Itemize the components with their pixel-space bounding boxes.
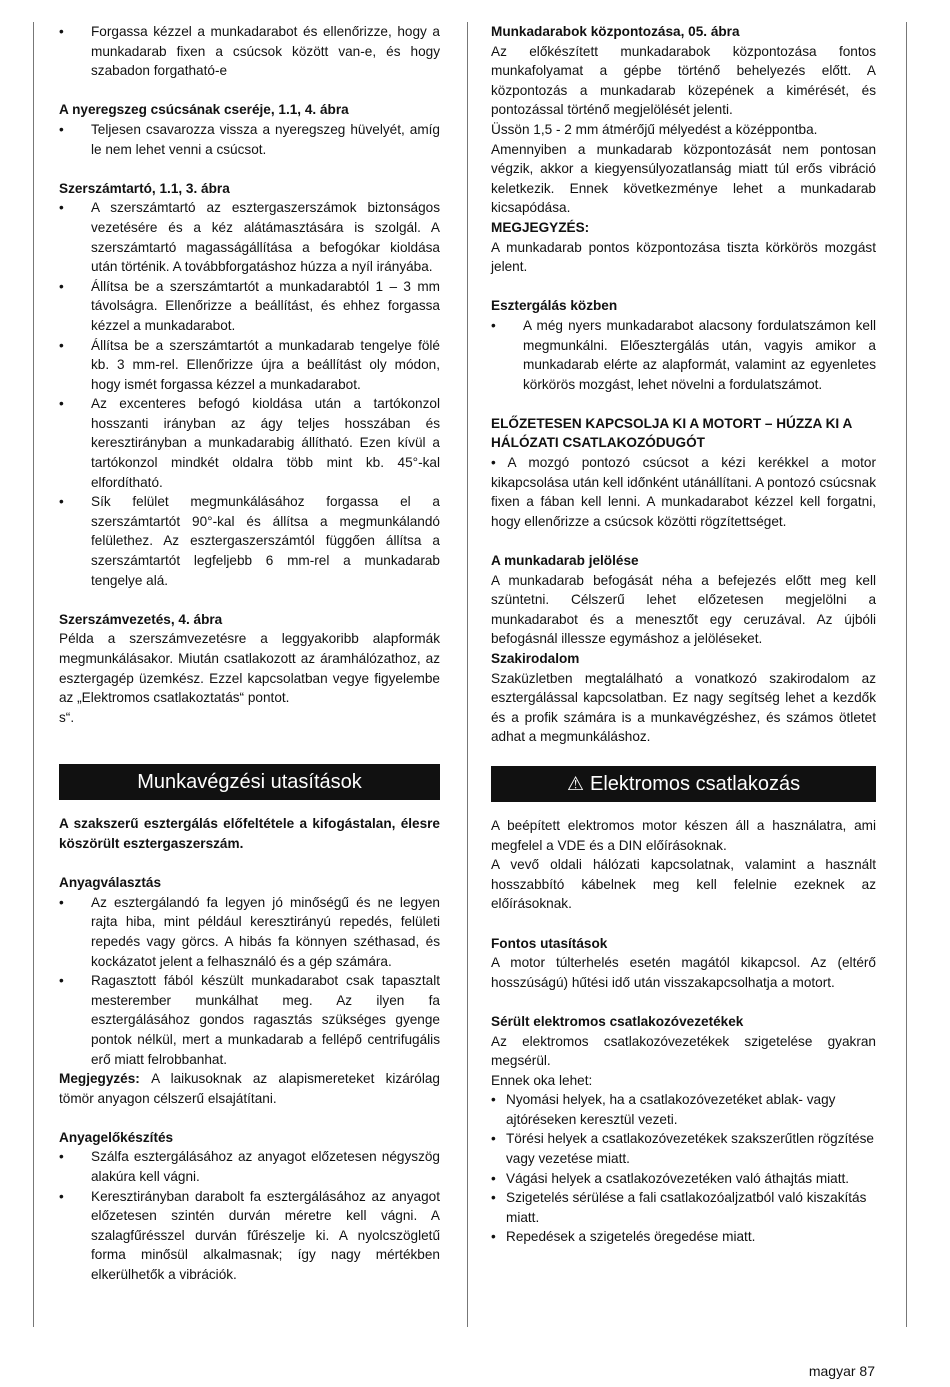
list-item: • Az esztergálandó fa legyen jó minőségű és ne legyen rajta hiba, mint például keresztirányú repedés, felületi repedés vagy görcs. A hibás fa könnyen széthasad, és kockázatot jelent a felhasználó és a gép számára. bbox=[59, 893, 440, 971]
list-item: • Nyomási helyek, ha a csatlakozóvezetéket ablak- vagy ajtóréseken keresztül vezeti. bbox=[491, 1090, 876, 1129]
work-intro: A szakszerű esztergálás előfeltétele a kifogástalan, élesre köszörült esztergaszerszám. bbox=[59, 816, 440, 851]
list-item: • Ragasztott fából készült munkadarabot csak tapasztalt mesterember munkálhat meg. Az ilyen fa esztergálásához gondos ragasztás szükséges gyenge pontok nélkül, mert a munkadarab a fellépő centrifugális erő miatt felrobbanhat. bbox=[59, 971, 440, 1069]
list-item: • Forgassa kézzel a munkadarabot és ellenőrizze, hogy a munkadarab fixen a csúcsok között van-e, és hogy szabadon forgatható-e bbox=[59, 22, 440, 81]
list-item: • A szerszámtartó az esztergaszerszámok biztonságos vezetésére és a kéz alátámasztására is szolgál. A szerszámtartó magasságállítása a befogókar kioldása után történik. A továbbforgatáshoz húzza a nyíl irányába. bbox=[59, 198, 440, 276]
centering-note-text: A munkadarab pontos központozása tiszta körkörös mozgást jelent. bbox=[491, 239, 876, 275]
tool-guide-tail: s“. bbox=[59, 709, 75, 725]
turning-heading: Esztergálás közben bbox=[491, 298, 618, 314]
right-column bbox=[467, 22, 907, 1327]
list-item: • Törési helyek a csatlakozóvezetékek szakszerűtlen rögzítése vagy vezetése miatt. bbox=[491, 1129, 876, 1168]
tool-guide-text: Példa a szerszámvezetésre a leggyakoribb alapformák megmunkálásakor. Miután csatlakozott az áramhálózathoz, az esztergagép üzemkész. Ezzel kapcsolatban vegye figyelembe az „Elektromos csatlakoztatás“ pontot. bbox=[59, 631, 440, 706]
list-item: • Szigetelés sérülése a fali csatlakozóaljzatból való kiszakítás miatt. bbox=[491, 1188, 876, 1227]
list-item: • Az excenteres befogó kioldása után a tartókonzol hosszanti irányban az ágy teljes hosszában és keresztirányban a munkadarabig állítható. Ezen kívül a tartókonzol mindkét oldalra több mint kb. 45°-kal elfordítható. bbox=[59, 394, 440, 492]
tool-guide-heading: Szerszámvezetés, 4. ábra bbox=[59, 611, 223, 627]
material-heading: Anyagválasztás bbox=[59, 875, 162, 891]
centering-text-2: Üssön 1,5 - 2 mm átmérőjű mélyedést a középpontba. bbox=[491, 121, 818, 137]
centering-text-1: Az előkészített munkadarabok központozása fontos munkafolyamat a gépbe történő behelyezés előtt. A központozás a munkadarab közepének a kimérését, és pontozással történő megjelölését jelenti. bbox=[491, 43, 876, 118]
warning-text: • A mozgó pontozó csúcsot a kézi kerékkel a motor kikapcsolása után kell időnként utánállítani. A pontozó csúcsnak fixen a fában kell lenni. A munkadarabot kézzel kell forgatni, hogy ellenőrizze a csúcsok közötti rögzítettséget. bbox=[491, 455, 876, 529]
list-item: • Keresztirányban darabolt fa esztergálásához az anyagot előzetesen szintén durván méretre kell vágni. A szalagfűrésszel durván fűrészelje ki. A nyolcszögletű forma minősül alkalmasnak; így nagy mértékben elkerülhetők a vibrációk. bbox=[59, 1187, 440, 1285]
list-item: • Vágási helyek a csatlakozóvezetéken való áthajtás miatt. bbox=[491, 1169, 876, 1189]
list-item: • Állítsa be a szerszámtartót a munkadarabtól 1 – 3 mm távolságra. Ellenőrizze a beállítást, és ehhez forgassa kézzel a munkadarabot. bbox=[59, 277, 440, 336]
list-item: • Teljesen csavarozza vissza a nyeregszeg hüvelyét, amíg le nem lehet venni a csúcsot. bbox=[59, 120, 440, 159]
list-item: • Állítsa be a szerszámtartót a munkadarab tengelye fölé kb. 3 mm-rel. Ellenőrizze újra a beállítást oly módon, hogy ismét forgassa kézzel a munkadarabot. bbox=[59, 336, 440, 395]
list-item: • Repedések a szigetelés öregedése miatt. bbox=[491, 1227, 876, 1247]
banner-label: Elektromos csatlakozás bbox=[589, 772, 801, 795]
work-instructions-banner: Munkavégzési utasítások bbox=[59, 764, 440, 800]
marking-heading: A munkadarab jelölése bbox=[491, 553, 639, 569]
electric-connection-banner bbox=[491, 766, 876, 802]
material-note bbox=[59, 1069, 440, 1108]
damaged-text-2: Ennek oka lehet: bbox=[491, 1072, 593, 1088]
literature-heading: Szakirodalom bbox=[491, 651, 580, 666]
tool-holder-bullets bbox=[59, 198, 440, 590]
list-item: • Szálfa esztergálásához az anyagot előzetesen négyszög alakúra kell vágni. bbox=[59, 1147, 440, 1186]
note-text: A laikusoknak az alapismereteket kizárólag tömör anyagon célszerű elsajátítani. bbox=[59, 1071, 440, 1106]
important-text: A motor túlterhelés esetén magától kikapcsol. Az (eltérő hosszúságú) hűtési idő után visszakapcsolhatja a motort. bbox=[491, 955, 876, 990]
warning-heading: ELŐZETESEN KAPCSOLJA KI A MOTORT – HÚZZA KI A HÁLÓZATI CSATLAKOZÓDUGÓT bbox=[491, 415, 852, 451]
literature-text: Szaküzletben megtalálható a vonatkozó szakirodalom az esztergálással kapcsolatban. Ez nagy segítség lehet a kezdők és a profik számára is a munkavégzéshez, és számos ötletet adhat a megmunkáláshoz. bbox=[491, 670, 876, 745]
centering-note-label: MEGJEGYZÉS: bbox=[491, 219, 590, 235]
turning-bullets bbox=[491, 316, 876, 394]
material-bullets bbox=[59, 893, 440, 1069]
prep-heading: Anyagelőkészítés bbox=[59, 1129, 174, 1145]
list-item: • A még nyers munkadarabot alacsony fordulatszámon kell megmunkálni. Előesztergálás után, vagyis amikor a munkadarab elérte az alapformát, valamint az egyenletes körkörös mozgást, lehet növelni a fordulatszámot. bbox=[491, 316, 876, 394]
page-number: magyar 87 bbox=[808, 1363, 875, 1379]
electric-text-1: A beépített elektromos motor készen áll a használatra, ami megfelel a VDE és a DIN előírásoknak. bbox=[491, 817, 876, 853]
warning-icon: ⚠ bbox=[566, 773, 584, 795]
centering-heading: Munkadarabok központozása, 05. ábra bbox=[491, 24, 740, 39]
damaged-bullets bbox=[491, 1090, 876, 1247]
note-label: Megjegyzés: bbox=[59, 1071, 140, 1087]
electric-text-2: A vevő oldali hálózati kapcsolatnak, valamint a használt hosszabbító kábelnek meg kell felelnie ezeknek az előírásoknak. bbox=[491, 857, 876, 912]
damaged-heading: Sérült elektromos csatlakozóvezetékek bbox=[491, 1013, 744, 1029]
damaged-text-1: Az elektromos csatlakozóvezetékek szigetelése gyakran megsérül. bbox=[491, 1033, 876, 1069]
tailstock-bullets bbox=[59, 120, 440, 159]
important-heading: Fontos utasítások bbox=[491, 935, 608, 951]
left-column bbox=[33, 22, 468, 1327]
tool-holder-heading: Szerszámtartó, 1.1, 3. ábra bbox=[59, 180, 230, 196]
prep-bullets bbox=[59, 1147, 440, 1284]
list-item: • Sík felület megmunkálásához forgassa el a szerszámtartót 90°-kal és állítsa a megmunkálandó felülethez. Az esztergaszerszámtól függően állítsa a szerszámtartót legfeljebb 6 mm-rel a munkadarab tengelye alá. bbox=[59, 492, 440, 590]
marking-text: A munkadarab befogását néha a befejezés előtt meg kell szüntetni. Célszerű lehet előzetesen megjelölni a munkadarabot és a menesztőt egy ceruzával. Az újbóli befogásnál illessze egymáshoz a jelöléseket. bbox=[491, 572, 876, 647]
intro-bullets bbox=[59, 22, 440, 81]
centering-text-3: Amennyiben a munkadarab központozását nem pontosan végzik, akkor a kiegyensúlyozatlanság miatt túl erős vibráció keletkezik. Ennek következménye lehet a munkadarab kicsapódása. bbox=[491, 141, 876, 216]
tailstock-heading: A nyeregszeg csúcsának cseréje, 1.1, 4. ábra bbox=[59, 102, 349, 118]
